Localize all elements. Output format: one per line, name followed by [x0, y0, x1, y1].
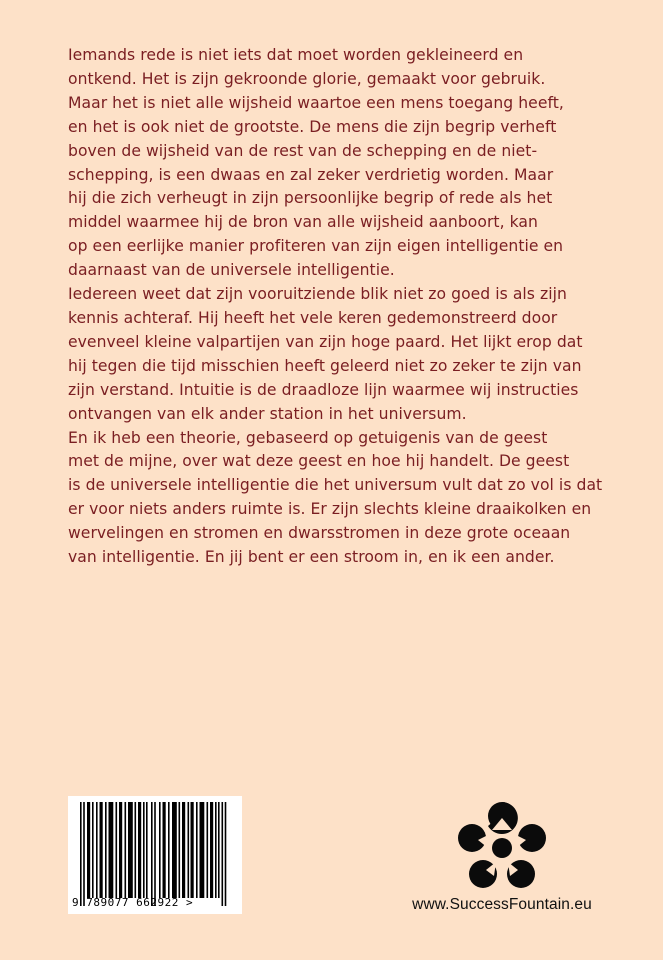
back-cover-text — [68, 44, 628, 570]
flower-logo-icon — [452, 796, 552, 896]
text-line: is de universele intelligentie die het universum vult dat zo vol is dat — [68, 476, 603, 495]
text-line: kennis achteraf. Hij heeft het vele keren gedemonstreerd door — [68, 308, 558, 327]
text-line: wervelingen en stromen en dwarsstromen in deze grote oceaan — [68, 524, 571, 543]
text-line: hij tegen die tijd misschien heeft geleerd niet zo zeker te zijn van — [68, 356, 582, 375]
text-line: evenveel kleine valpartijen van zijn hoge paard. Het lijkt erop dat — [68, 332, 583, 351]
paragraph-3 — [68, 427, 628, 570]
text-line: van intelligentie. En jij bent er een stroom in, en ik een ander. — [68, 548, 555, 567]
text-line: Iedereen weet dat zijn vooruitziende blik niet zo goed is als zijn — [68, 285, 567, 304]
text-line: boven de wijsheid van de rest van de schepping en de niet- — [68, 141, 538, 160]
paragraph-2 — [68, 283, 628, 426]
text-line: op een eerlijke manier profiteren van zijn eigen intelligentie en — [68, 237, 564, 256]
text-line: er voor niets anders ruimte is. Er zijn slechts kleine draaikolken en — [68, 500, 592, 519]
text-line: ontvangen van elk ander station in het universum. — [68, 404, 467, 423]
text-line: middel waarmee hij de bron van alle wijsheid aanboort, kan — [68, 213, 538, 232]
text-line: en het is ook niet de grootste. De mens die zijn begrip verheft — [68, 117, 557, 136]
text-line: zijn verstand. Intuitie is de draadloze lijn waarmee wij instructies — [68, 380, 579, 399]
isbn-barcode — [68, 796, 242, 914]
text-line: Maar het is niet alle wijsheid waartoe een mens toegang heeft, — [68, 93, 564, 112]
text-line: Iemands rede is niet iets dat moet worden gekleineerd en — [68, 46, 524, 64]
publisher-url: www.SuccessFountain.eu — [412, 896, 592, 913]
text-line: met de mijne, over wat deze geest en hoe hij handelt. De geest — [68, 452, 570, 471]
barcode-digits: 9 789077 662922 > — [72, 896, 194, 909]
text-line: En ik heb een theorie, gebaseerd op getuigenis van de geest — [68, 428, 548, 447]
text-line: daarnaast van de universele intelligentie. — [68, 261, 395, 280]
text-line: ontkend. Het is zijn gekroonde glorie, gemaakt voor gebruik. — [68, 69, 546, 88]
paragraph-1 — [68, 44, 628, 283]
text-line: hij die zich verheugt in zijn persoonlijke begrip of rede als het — [68, 189, 553, 208]
text-line: schepping, is een dwaas en zal zeker verdrietig worden. Maar — [68, 165, 554, 184]
